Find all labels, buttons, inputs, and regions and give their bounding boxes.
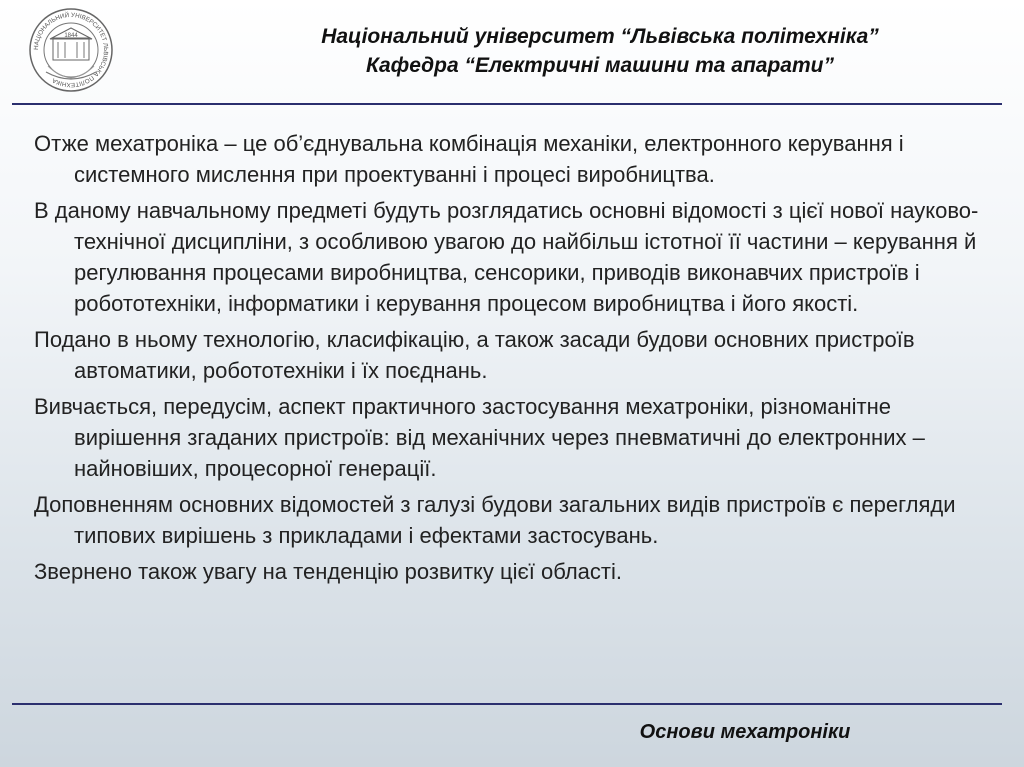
university-name: Національний університет “Львівська політехніка”	[321, 25, 879, 48]
footer-divider	[12, 703, 1002, 705]
university-seal-icon	[28, 2, 114, 98]
paragraph: Звернено також увагу на тенденцію розвитку цієї області.	[34, 559, 622, 584]
seal-ring-text: НАЦІОНАЛЬНИЙ УНІВЕРСИТЕТ ЛЬВІВСЬКА ПОЛІТЕХНІКА	[32, 11, 110, 89]
course-title: Основи мехатроніки	[639, 721, 851, 743]
paragraph: Доповненням основних відомостей з галузі будови загальних видів пристроїв є перегляди типових вирішень з прикладами і ефектами застосувань.	[34, 492, 956, 548]
department-name: Кафедра “Електричні машини та апарати”	[366, 54, 834, 77]
seal-year: 1844	[64, 33, 78, 39]
slide-body	[34, 128, 994, 592]
paragraph: В даному навчальному предметі будуть розглядатись основні відомості з цієї нової науково-технічної дисципліни, з особливою увагою до найбільш істотної її частини – керування й регулювання процесами виробництва, сенсорики, приводів виконавчих пристроїв і робототехніки, інформатики і керування процесом виробництва і його якості.	[34, 198, 979, 316]
paragraph: Подано в ньому технологію, класифікацію, а також засади будови основних пристроїв автоматики, робототехніки і їх поєднань.	[34, 327, 915, 383]
header-divider	[12, 103, 1002, 105]
paragraph: Отже мехатроніка – це об’єднувальна комбінація механіки, електронного керування і системного мислення при проектуванні і процесі виробництва.	[34, 131, 904, 187]
slide-header	[160, 22, 1024, 80]
paragraph: Вивчається, передусім, аспект практичного застосування мехатроніки, різноманітне вирішення згаданих пристроїв: від механічних через пневматичні до електронних – найновіших, процесорної генерації.	[34, 394, 925, 481]
